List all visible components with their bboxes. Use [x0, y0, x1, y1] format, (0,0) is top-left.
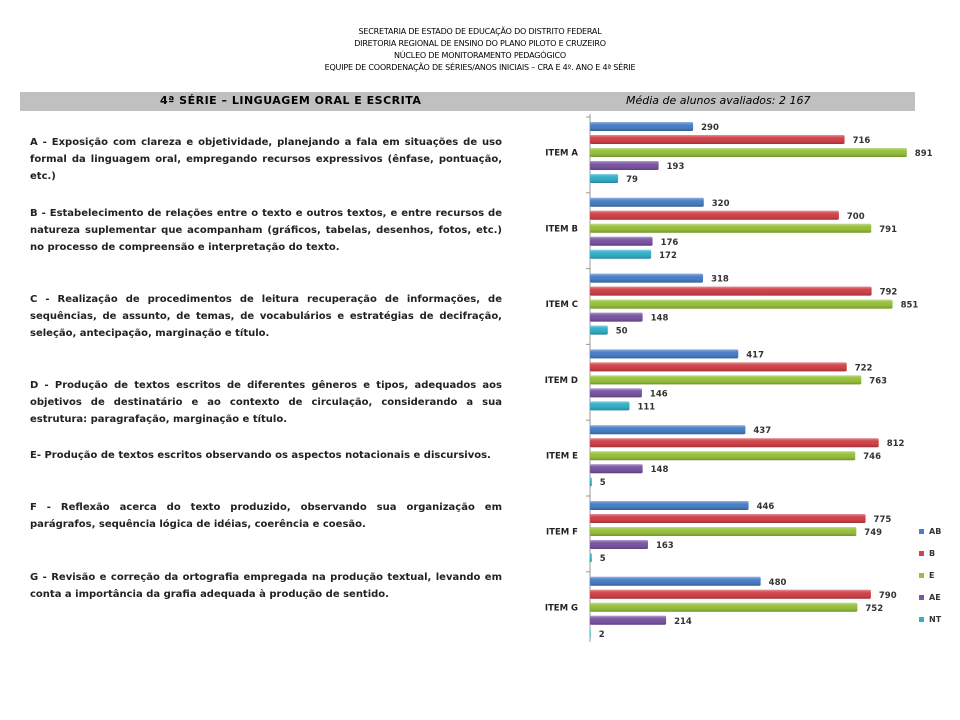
data-label: 437	[753, 426, 772, 437]
data-label: 214	[674, 616, 692, 627]
data-label: 749	[864, 528, 883, 538]
category-label: ITEM E	[546, 451, 578, 462]
bar-shade	[590, 274, 703, 283]
bar-shade	[590, 501, 749, 510]
bar-shade	[590, 388, 642, 397]
data-label: 851	[900, 300, 919, 311]
bar-shade	[590, 553, 592, 562]
chart-legend	[919, 520, 959, 630]
data-label: 163	[655, 541, 674, 551]
bar-shade	[590, 464, 643, 473]
data-label: 5	[599, 554, 606, 564]
data-label: 148	[650, 465, 669, 476]
data-label: 5	[599, 478, 606, 489]
data-label: 791	[879, 224, 897, 235]
legend-swatch	[919, 573, 924, 578]
category-label: ITEM C	[545, 300, 578, 311]
data-label: 148	[650, 313, 669, 324]
item-b-description: B - Estabelecimento de relações entre o texto e outros textos, e entre recursos de natureza suplementar que acompanham (gráficos, tabelas, desenhos, fotos, etc.) no processo de compreensão e interpretação do texto.	[30, 208, 502, 253]
data-label: 716	[852, 136, 871, 146]
legend-item-nt	[919, 608, 959, 630]
item-e-description: E- Produção de textos escritos observando os aspectos notacionais e discursivos.	[30, 450, 491, 461]
data-label: 480	[768, 577, 787, 588]
bar-shade	[590, 326, 608, 335]
data-label: 146	[649, 389, 668, 400]
data-label: 790	[878, 590, 897, 601]
legend-label: AE	[929, 592, 941, 602]
bar-shade	[590, 122, 693, 131]
bar-shade	[590, 425, 745, 434]
bar-shade	[590, 603, 857, 612]
legend-label: AB	[929, 526, 942, 536]
header-line-1: SECRETARIA DE ESTADO DE EDUCAÇÃO DO DISTRITO FEDERAL	[358, 27, 602, 36]
data-label: 417	[746, 350, 765, 361]
bar-shade	[590, 287, 872, 296]
data-label: 176	[660, 237, 679, 248]
data-label: 193	[666, 162, 685, 172]
data-label: 775	[873, 515, 892, 525]
bar-shade	[590, 577, 761, 586]
data-label: 746	[863, 452, 881, 463]
data-label: 812	[886, 439, 905, 450]
data-label: 2	[598, 629, 605, 640]
data-label: 50	[615, 326, 628, 337]
item-a-description: A - Exposição com clareza e objetividade, planejando a fala em situações de uso formal da linguagem oral, empregando recursos expressivos (ênfase, pontuação, etc.)	[30, 137, 502, 182]
category-label: ITEM A	[545, 148, 578, 159]
item-g-description: G - Revisão e correção da ortografia empregada na produção textual, levando em conta a importância da grafia adequada à produção de sentido.	[30, 572, 502, 600]
item-f-description: F - Reflexão acerca do texto produzido, observando sua organização em parágrafos, sequência lógica de idéias, coerência e coesão.	[30, 502, 502, 530]
band-title: 4ª SÉRIE – LINGUAGEM ORAL E ESCRITA	[160, 94, 422, 107]
bar-shade	[590, 401, 629, 410]
data-label: 792	[879, 287, 898, 298]
legend-swatch	[919, 551, 924, 556]
bar-shade	[590, 540, 648, 549]
header-line-4: EQUIPE DE COORDENAÇÃO DE SÉRIES/ANOS INICIAIS – CRA E 4º. ANO E 4ª SÉRIE	[324, 63, 636, 72]
bar-shade	[590, 616, 666, 625]
band-subtitle: Média de alunos avaliados: 2 167	[626, 94, 811, 107]
title-band	[20, 92, 915, 111]
bar-shade	[590, 629, 591, 638]
legend-swatch	[919, 595, 924, 600]
category-label: ITEM B	[545, 224, 578, 235]
bar-shade	[590, 211, 839, 220]
legend-label: E	[929, 570, 935, 580]
data-label: 79	[626, 175, 638, 185]
bar-shade	[590, 375, 861, 384]
data-label: 722	[854, 363, 873, 374]
data-label: 763	[869, 376, 888, 387]
data-label: 318	[711, 274, 729, 285]
data-label: 290	[701, 123, 719, 133]
header-line-2: DIRETORIA REGIONAL DE ENSINO DO PLANO PILOTO E CRUZEIRO	[354, 39, 606, 48]
legend-label: NT	[929, 614, 942, 624]
category-label: ITEM D	[544, 375, 578, 386]
legend-item-e	[919, 564, 959, 586]
data-label: 752	[865, 603, 884, 614]
bar-shade	[590, 451, 855, 460]
bar-shade	[590, 349, 738, 358]
bar-shade	[590, 135, 845, 144]
legend-label: B	[929, 548, 936, 558]
data-label: 111	[637, 402, 656, 413]
data-label: 891	[914, 149, 933, 159]
category-label: ITEM F	[546, 527, 578, 538]
bar-shade	[590, 148, 907, 157]
item-c-description: C - Realização de procedimentos de leitura recuperação de informações, de sequências, de assunto, de temas, de vocabulários e estratégias de decifração, seleção, antecipação, marginação e título.	[30, 294, 502, 339]
bar-shade	[590, 527, 856, 536]
header-line-3: NÚCLEO DE MONITORAMENTO PEDAGÓGICO	[393, 51, 566, 60]
report-header	[0, 26, 960, 74]
bar-shade	[590, 250, 651, 259]
bar-shade	[590, 438, 879, 447]
data-label: 320	[711, 198, 730, 209]
legend-item-b	[919, 542, 959, 564]
bar-shade	[590, 362, 847, 371]
data-label: 700	[846, 211, 865, 222]
legend-swatch	[919, 617, 924, 622]
bar-shade	[590, 477, 592, 486]
bar-chart	[528, 114, 933, 644]
data-label: 446	[756, 502, 775, 512]
bar-shade	[590, 161, 659, 170]
bar-shade	[590, 514, 866, 523]
bar-shade	[590, 237, 653, 246]
bar-shade	[590, 224, 871, 233]
bar-shade	[590, 590, 871, 599]
bar-shade	[590, 300, 893, 309]
legend-item-ab	[919, 520, 959, 542]
bar-shade	[590, 313, 643, 322]
legend-item-ae	[919, 586, 959, 608]
bar-shade	[590, 174, 618, 183]
item-d-description: D - Produção de textos escritos de diferentes gêneros e tipos, adequados aos objetivos de destinatário e ao contexto de circulação, considerando a sua estrutura: paragrafação, marginação e título.	[30, 380, 502, 425]
category-label: ITEM G	[544, 603, 578, 614]
data-label: 172	[659, 250, 677, 261]
bar-shade	[590, 198, 704, 207]
legend-swatch	[919, 529, 924, 534]
